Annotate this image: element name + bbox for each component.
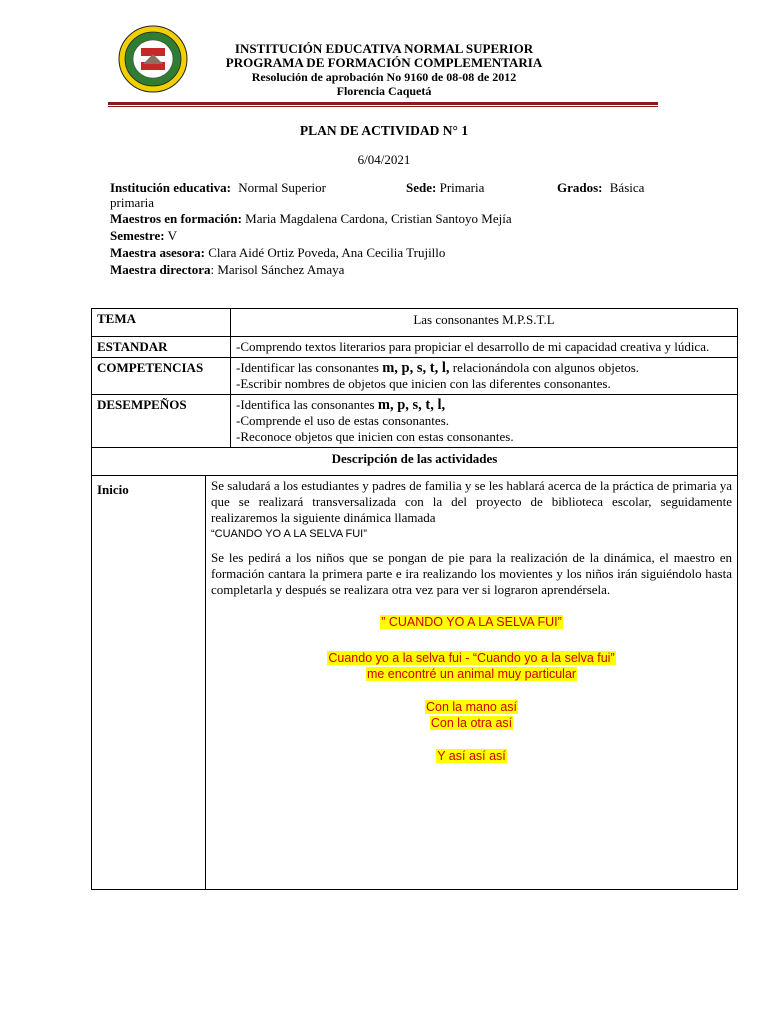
institucion-value: Normal Superior [238, 180, 326, 195]
comp1-pre: -Identificar las consonantes [236, 360, 379, 375]
sede-label: Sede: [406, 180, 437, 195]
desempenos-row [92, 395, 738, 448]
sede-value: Primaria [439, 180, 485, 195]
header-line1: INSTITUCIÓN EDUCATIVA NORMAL SUPERIOR [234, 41, 534, 56]
header-rule-thin [108, 106, 658, 107]
descripcion-row [92, 448, 738, 476]
header-line4: Florencia Caquetá [336, 84, 432, 98]
maestros-value: Maria Magdalena Cardona, Cristian Santoyo Mejía [245, 211, 512, 226]
info-block [110, 179, 660, 278]
song-title: ” CUANDO YO A LA SELVA FUI” [381, 615, 562, 629]
competencias-label: COMPETENCIAS [92, 358, 231, 395]
song-line5: Y así así así [437, 749, 506, 763]
des2: -Comprende el uso de estas consonantes. [236, 413, 450, 428]
institution-header [200, 42, 568, 98]
inicio-p2: Se les pedirá a los niños que se pongan de pie para la realización de la dinámica, el maestro en formación cantara la primera parte e ira realizando los movientes y los niños irán siguiéndolo hasta completarla y después se realizara otra vez para ver si lograron aprendérsela. [211, 550, 732, 597]
des3: -Reconoce objetos que inicien con estas consonantes. [236, 429, 514, 444]
competencias-value [231, 358, 738, 395]
song-line1: Cuando yo a la selva fui - “Cuando yo a la selva fui” [328, 651, 615, 665]
institucion-label: Institución educativa: [110, 180, 231, 195]
tema-row [92, 309, 738, 337]
comp2: -Escribir nombres de objetos que inicien con las diferentes consonantes. [236, 376, 611, 391]
comp1-bold: m, p, s, t, l, [382, 360, 450, 376]
directora-label: Maestra directora [110, 262, 211, 277]
header-line3: Resolución de aprobación No 9160 de 08-08 de 2012 [251, 70, 517, 84]
desempenos-value [231, 395, 738, 448]
descripcion-heading: Descripción de las actividades [92, 448, 738, 476]
inicio-p1: Se saludará a los estudiantes y padres de familia y se les hablará acerca de la práctica de primaria ya que se realizará transversalizada con la del proyecto de biblioteca escolar, seguidamente realizaremos la siguiente dinámica llamada [211, 478, 732, 525]
grados-value: Básica [609, 180, 645, 195]
estandar-row [92, 337, 738, 358]
plan-table [91, 308, 738, 890]
estandar-label: ESTANDAR [92, 337, 231, 358]
song-line4: Con la otra así [430, 716, 513, 730]
asesora-value: Clara Aidé Ortiz Poveda, Ana Cecilia Trujillo [208, 245, 446, 260]
grados-label: Grados: [557, 180, 603, 195]
inicio-content [206, 476, 738, 890]
maestros-label: Maestros en formación: [110, 211, 242, 226]
tema-label: TEMA [92, 309, 231, 337]
directora-value: : Marisol Sánchez Amaya [210, 262, 345, 277]
semestre-label: Semestre: [110, 228, 165, 243]
school-seal-logo [117, 24, 189, 94]
competencias-row [92, 358, 738, 395]
song-block [211, 614, 732, 764]
semestre-value: V [167, 228, 178, 243]
des1-bold: m, p, s, t, l, [377, 397, 446, 413]
asesora-label: Maestra asesora: [110, 245, 205, 260]
plan-title: PLAN DE ACTIVIDAD N° 1 [299, 123, 469, 138]
inicio-row [92, 476, 738, 890]
header-rule-thick [108, 102, 658, 105]
song-line3: Con la mano así [425, 700, 518, 714]
des1-pre: -Identifica las consonantes [236, 397, 375, 412]
desempenos-label: DESEMPEÑOS [92, 395, 231, 448]
song-line2: me encontré un animal muy particular [366, 667, 577, 681]
plan-date: 6/04/2021 [357, 152, 411, 167]
inicio-label: Inicio [92, 476, 206, 890]
tema-value: Las consonantes M.P.S.T.L [231, 309, 738, 337]
header-line2: PROGRAMA DE FORMACIÓN COMPLEMENTARIA [225, 55, 543, 70]
inicio-p1-caps: “CUANDO YO A LA SELVA FUI” [211, 528, 367, 540]
estandar-value: -Comprendo textos literarios para propiciar el desarrollo de mi capacidad creativa y lúdica. [231, 337, 738, 358]
grados-value-cont: primaria [110, 195, 155, 210]
comp1-post: relacionándola con algunos objetos. [452, 360, 640, 375]
